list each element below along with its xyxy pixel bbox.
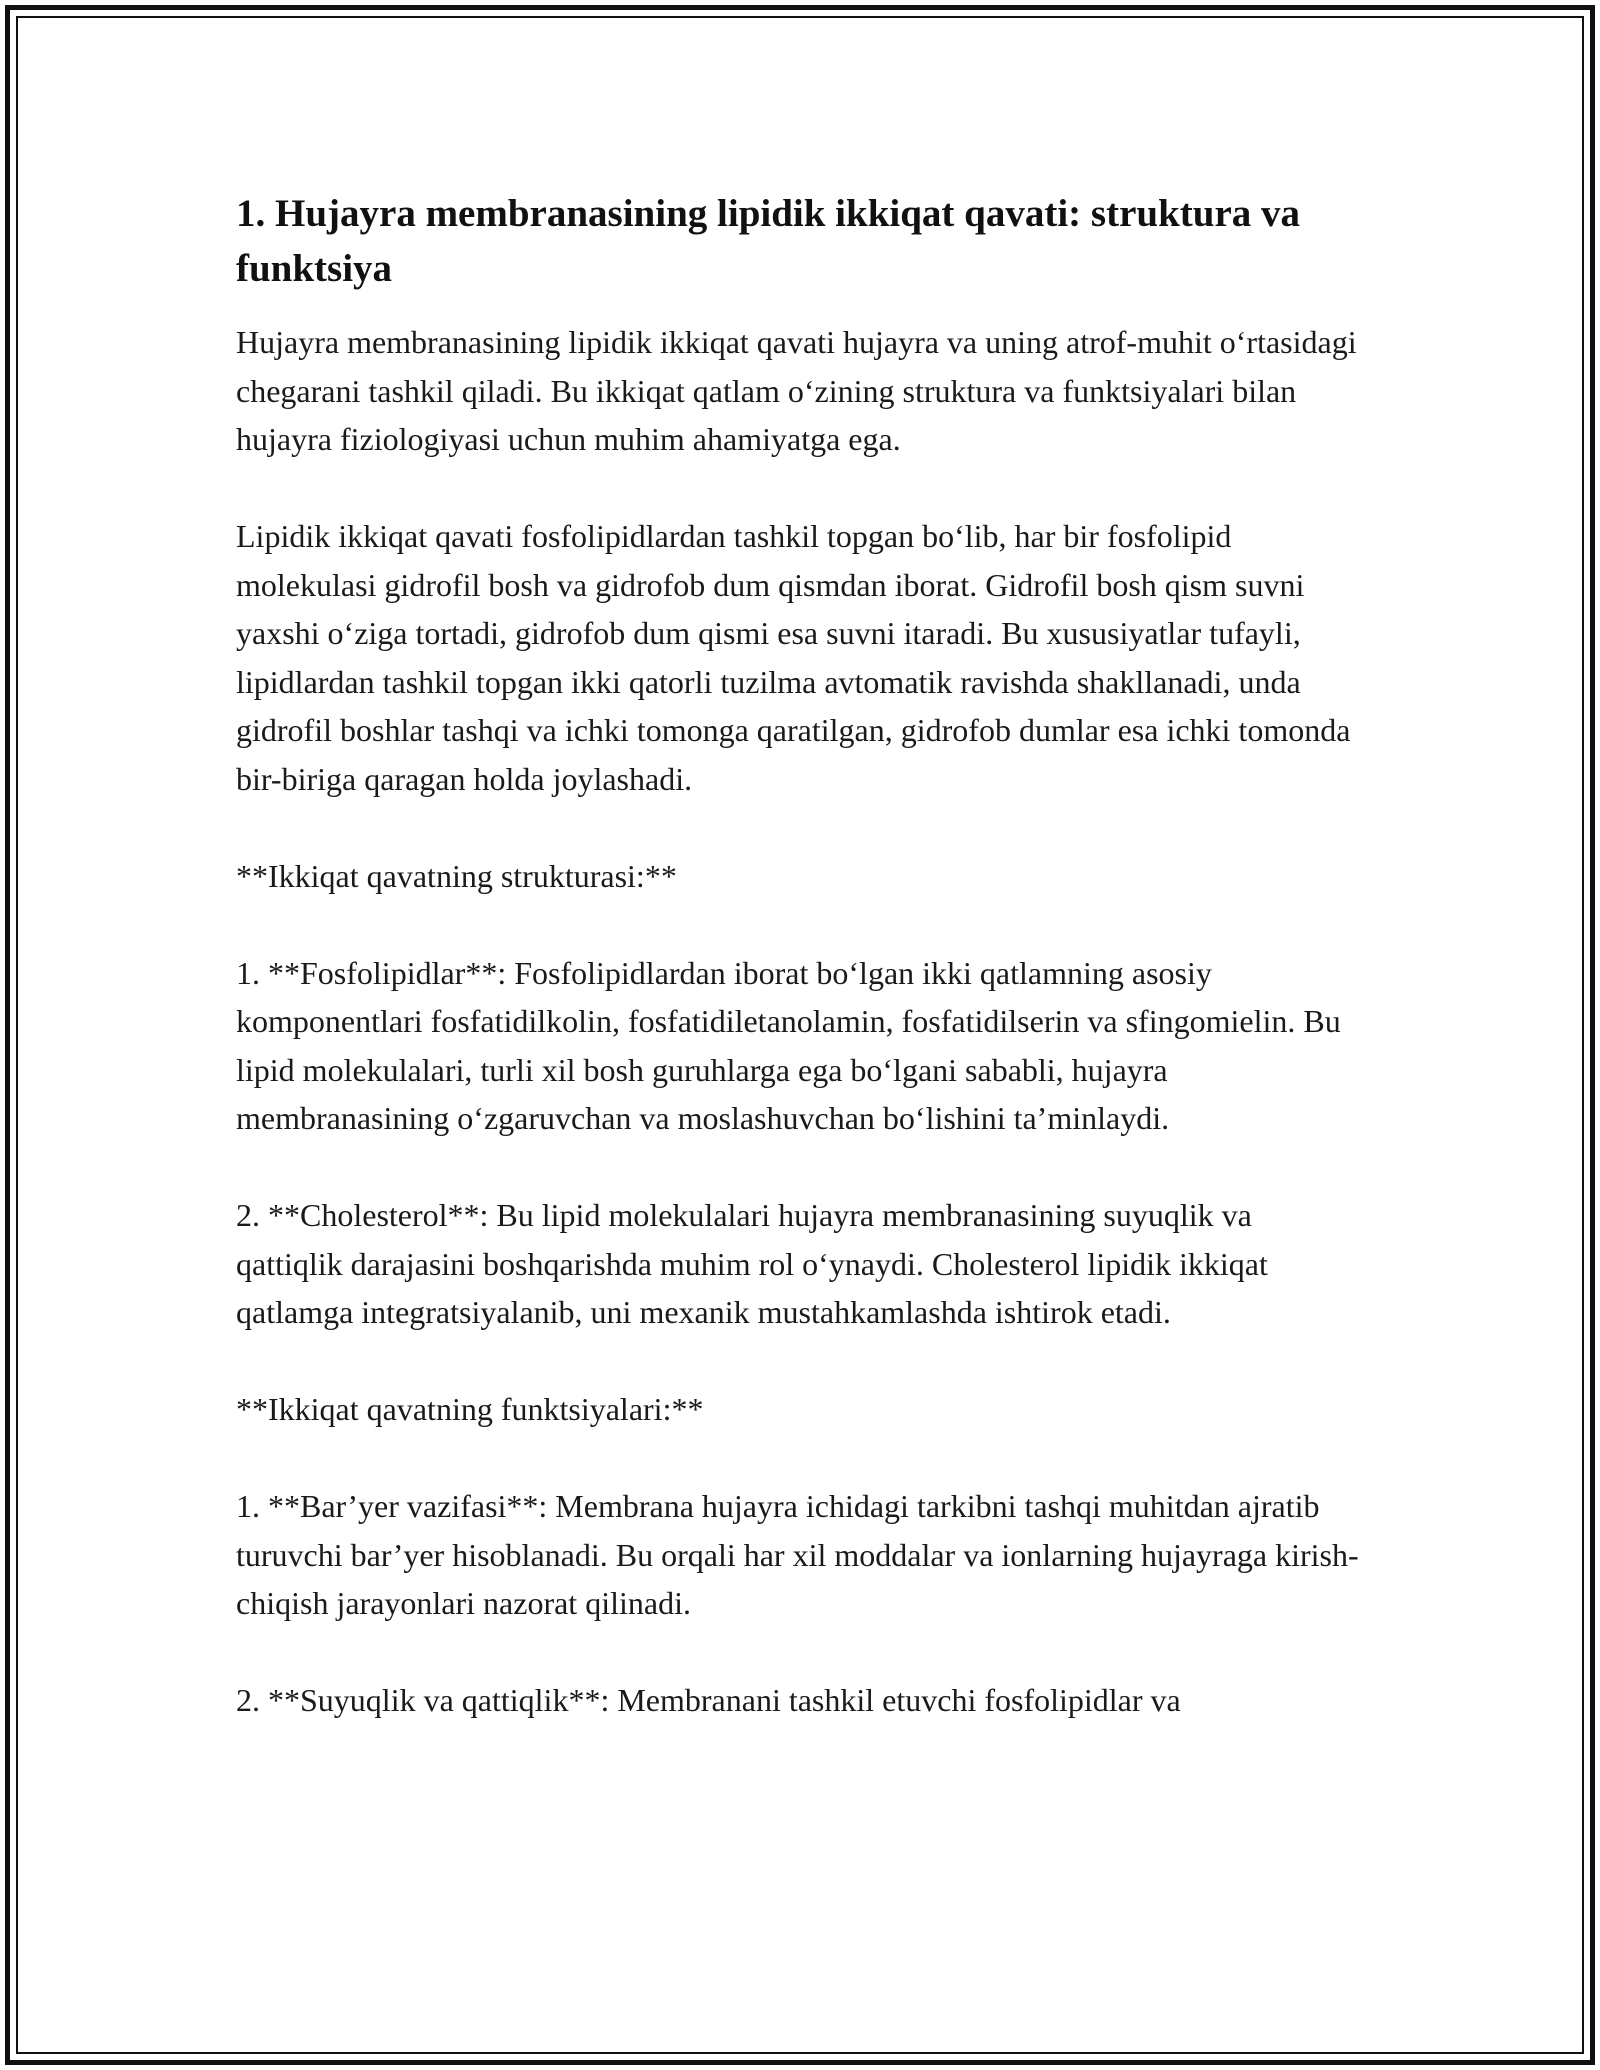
paragraph-lipid-bilayer: Lipidik ikkiqat qavati fosfolipidlardan tashkil topgan bo‘lib, har bir fosfolipid molekulasi gidrofil bosh va gidrofob dum qismdan iborat. Gidrofil bosh qism suvni yaxshi o‘ziga tortadi, gidrofob dum qismi esa suvni itaradi. Bu xususiyatlar tufayli, lipidlardan tashkil topgan ikki qatorli tuzilma avtomatik ravishda shakllanadi, unda gidrofil boshlar tashqi va ichki tomonga qaratilgan, gidrofob dumlar esa ichki tomonda bir-biriga qaragan holda joylashadi.: [236, 518, 1351, 797]
paragraph-intro: Hujayra membranasining lipidik ikkiqat qavati hujayra va uning atrof-muhit o‘rtasidagi chegarani tashkil qiladi. Bu ikkiqat qatlam o‘zining struktura va funktsiyalari bilan hujayra fiziologiyasi uchun muhim ahamiyatga ega.: [236, 324, 1357, 457]
list-item-cholesterol: 2. **Cholesterol**: Bu lipid molekulalari hujayra membranasining suyuqlik va qattiqlik darajasini boshqarishda muhim rol o‘ynaydi. Cholesterol lipidik ikkiqat qatlamga integratsiyalanib, uni mexanik mustahkamlashda ishtirok etadi.: [236, 1197, 1268, 1330]
list-item-barrier-function: 1. **Bar’yer vazifasi**: Membrana hujayra ichidagi tarkibni tashqi muhitdan ajratib turuvchi bar’yer hisoblanadi. Bu orqali har xil moddalar va ionlarning hujayraga kirish-chiqish jarayonlari nazorat qilinadi.: [236, 1488, 1359, 1621]
list-item-fluidity: 2. **Suyuqlik va qattiqlik**: Membranani tashkil etuvchi fosfolipidlar va: [236, 1682, 1181, 1718]
section-heading-functions: **Ikkiqat qavatning funktsiyalari:**: [236, 1391, 704, 1427]
section-heading-structure: **Ikkiqat qavatning strukturasi:**: [236, 857, 677, 894]
document-title: 1. Hujayra membranasining lipidik ikkiqat qavati: struktura va funktsiya: [236, 192, 1301, 290]
list-item-phospholipids: 1. **Fosfolipidlar**: Fosfolipidlardan iborat bo‘lgan ikki qatlamning asosiy komponentlari fosfatidilkolin, fosfatidiletanolamin, fosfatidilserin va sfingomielin. Bu lipid molekulalari, turli xil bosh guruhlarga ega bo‘lgani sababli, hujayra membranasining o‘zgaruvchan va moslashuvchan bo‘lishini ta’minlaydi.: [236, 954, 1341, 1136]
document-body: [236, 186, 1366, 1725]
